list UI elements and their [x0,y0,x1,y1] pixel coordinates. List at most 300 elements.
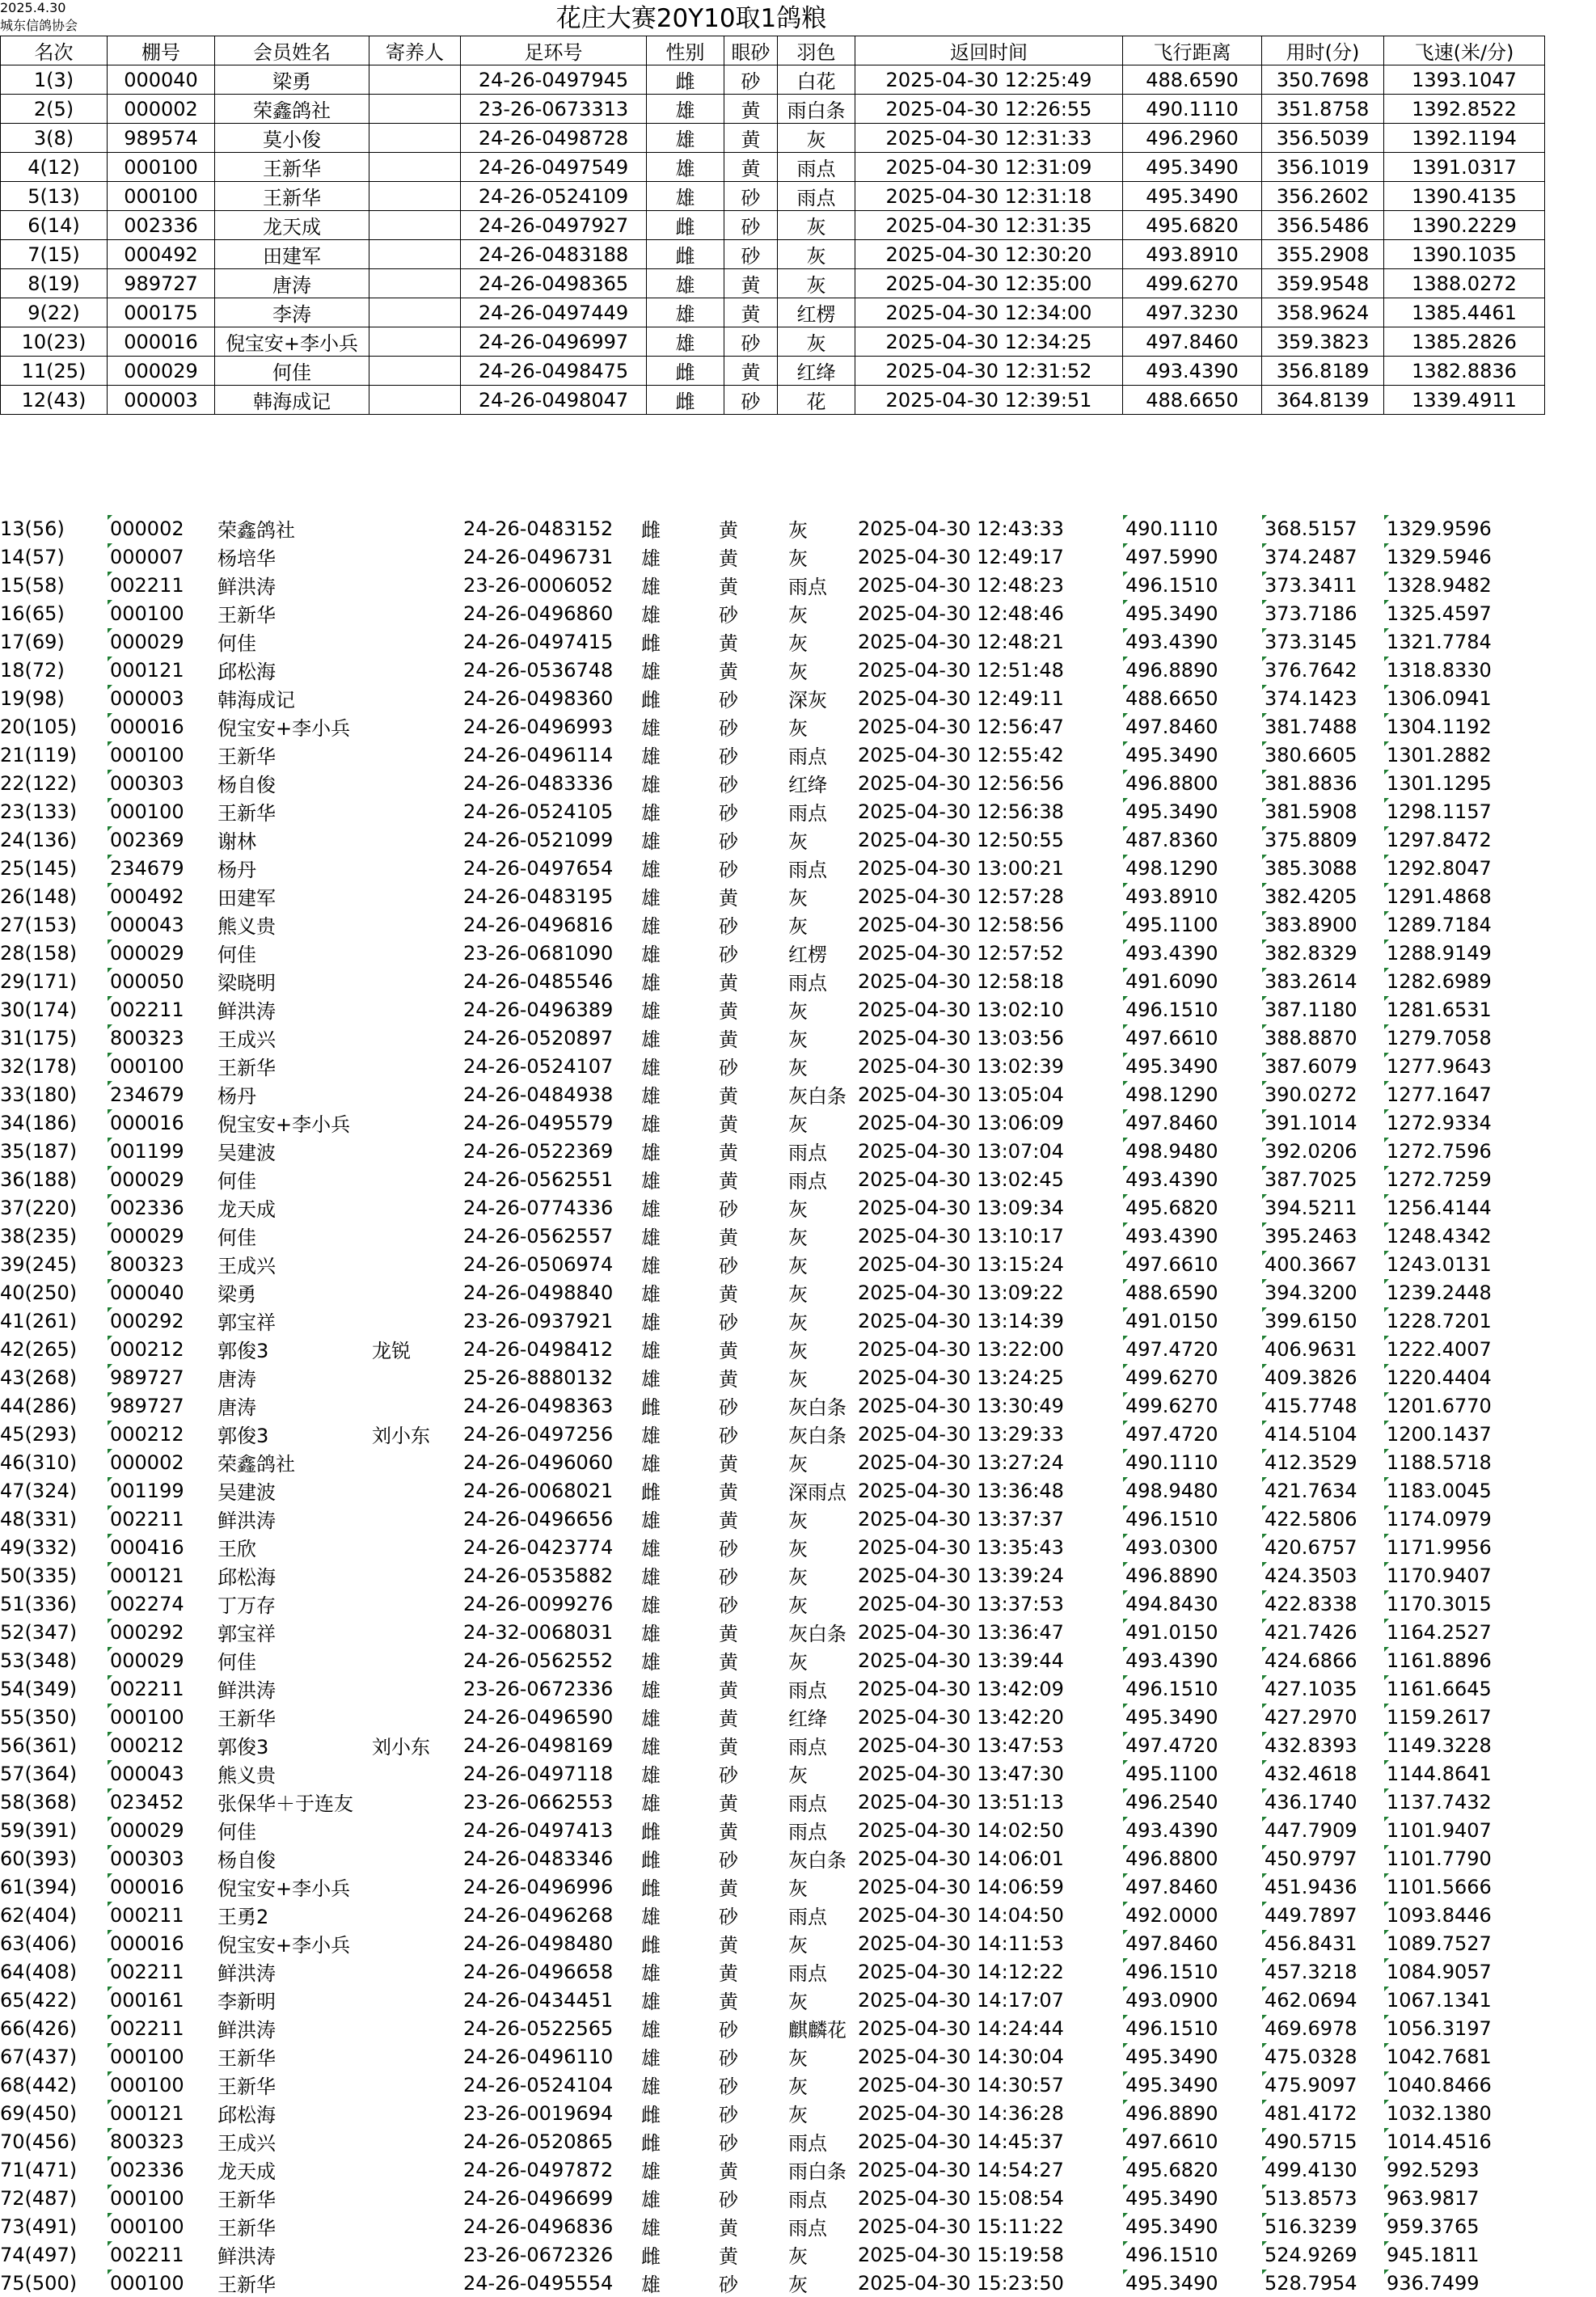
cell-eye-sand: 黄 [724,95,778,124]
cell-time-used: 356.5486 [1262,211,1384,240]
cell-feather-color: 灰 [788,2274,808,2296]
cell-foster [369,1788,460,1816]
cell-loft-id: 000100 [107,2071,214,2099]
cell-member-name: 王勇2 [217,1906,269,1928]
cell-member-name: 王新华 [215,182,369,211]
cell-feather-color: 白花 [778,65,855,95]
cell-rank: 3(8) [1,124,108,153]
cell-flight-distance: 488.6590 [1123,65,1262,95]
table-row [1,357,1545,386]
cell-loft-id: 000016 [108,327,215,357]
cell-rank: 60(393) [0,1847,78,1870]
cell-flight-distance: 496.2540 [1122,1788,1261,1816]
cell-return-time: 2025-04-30 13:02:45 [858,1168,1064,1191]
cell-sex: 雄 [641,547,661,570]
cell-foster [369,599,460,627]
cell-ring-number: 24-26-0423774 [463,1535,614,1559]
header-ring-number: 足环号 [461,36,647,65]
cell-ring-number: 24-26-0524104 [463,2073,614,2096]
cell-sex: 雄 [641,1991,661,2013]
cell-ring-number: 24-26-0496699 [463,2186,614,2210]
cell-ring-number: 24-26-0498360 [463,686,614,710]
cell-time-used: 475.9097 [1261,2071,1383,2099]
cell-return-time: 2025-04-30 13:02:10 [858,998,1064,1021]
cell-flight-distance: 491.0150 [1122,1307,1261,1335]
cell-flight-distance: 497.6610 [1122,1250,1261,1278]
cell-time-used: 392.0206 [1261,1137,1383,1165]
cell-eye-sand: 黄 [719,1962,738,1985]
cell-return-time: 2025-04-30 13:02:39 [858,1054,1064,1078]
cell-rank: 62(404) [0,1903,78,1927]
cell-loft-id: 000121 [107,2099,214,2127]
cell-eye-sand: 黄 [719,2160,738,2183]
cell-sex: 雄 [647,327,724,357]
results-table-bottom [0,514,1544,2297]
cell-member-name: 王新华 [217,802,276,825]
cell-return-time: 2025-04-30 12:56:38 [858,800,1064,823]
cell-time-used: 374.2487 [1261,543,1383,571]
cell-feather-color: 雨白条 [788,2160,847,2183]
cell-ring-number: 24-26-0521099 [463,828,614,851]
cell-foster [369,769,460,797]
cell-time-used: 469.6978 [1261,2014,1383,2042]
cell-foster [369,2099,460,2127]
cell-time-used: 380.6605 [1261,741,1383,769]
cell-ring-number: 24-26-0562552 [463,1649,614,1672]
cell-member-name: 杨自俊 [217,1849,276,1872]
cell-return-time: 2025-04-30 15:19:58 [858,2243,1064,2266]
cell-flight-distance: 498.1290 [1122,854,1261,882]
cell-ring-number: 24-26-0496658 [463,1960,614,1983]
table-row [0,825,1544,854]
cell-feather-color: 雨点 [778,182,855,211]
cell-eye-sand: 黄 [719,887,738,910]
cell-speed: 1289.7184 [1383,910,1544,939]
table-row [0,2127,1544,2156]
cell-loft-id: 002274 [107,1590,214,1618]
cell-feather-color: 雨点 [788,1792,827,1815]
cell-member-name: 吴建波 [217,1481,276,1504]
cell-foster [369,1307,460,1335]
cell-return-time: 2025-04-30 12:58:18 [858,969,1064,993]
cell-loft-id: 000029 [108,357,215,386]
cell-rank: 7(15) [1,240,108,269]
cell-feather-color: 灰 [788,1594,808,1617]
cell-return-time: 2025-04-30 13:36:47 [858,1620,1064,1644]
table-row [0,1844,1544,1873]
cell-feather-color: 红楞 [778,298,855,327]
cell-feather-color: 灰 [788,1028,808,1051]
cell-time-used: 373.3145 [1261,627,1383,656]
cell-feather-color: 灰 [788,1453,808,1476]
cell-feather-color: 灰白条 [788,1623,847,1645]
cell-loft-id: 000303 [107,1844,214,1873]
cell-loft-id: 000003 [108,386,215,415]
cell-rank: 74(497) [0,2243,78,2266]
cell-foster [369,1816,460,1844]
cell-foster [369,1561,460,1590]
cell-flight-distance: 492.0000 [1122,1901,1261,1929]
cell-foster: 龙锐 [372,1340,411,1362]
cell-flight-distance: 498.9480 [1122,1476,1261,1505]
cell-eye-sand: 黄 [719,1340,738,1362]
cell-time-used: 356.5039 [1262,124,1384,153]
cell-rank: 28(158) [0,941,78,965]
table-row [0,769,1544,797]
cell-sex: 雄 [641,576,661,598]
cell-member-name: 张保华＋于连友 [217,1792,353,1815]
cell-return-time: 2025-04-30 13:42:09 [858,1677,1064,1700]
cell-foster [369,95,461,124]
cell-ring-number: 23-26-0681090 [463,941,614,965]
cell-return-time: 2025-04-30 15:08:54 [858,2186,1064,2210]
table-row [0,1391,1544,1420]
cell-foster [369,712,460,741]
cell-speed: 1161.8896 [1383,1646,1544,1674]
cell-ring-number: 24-26-0498840 [463,1281,614,1304]
cell-time-used: 420.6757 [1261,1533,1383,1561]
cell-speed: 1329.5946 [1383,543,1544,571]
cell-feather-color: 深灰 [788,689,827,711]
cell-loft-id: 000100 [107,1703,214,1731]
cell-eye-sand: 砂 [719,1566,738,1589]
cell-return-time: 2025-04-30 13:36:48 [858,1479,1064,1502]
cell-member-name: 唐涛 [217,1368,256,1391]
cell-loft-id: 000007 [107,543,214,571]
cell-time-used: 457.3218 [1261,1957,1383,1986]
cell-loft-id: 000040 [107,1278,214,1307]
note-organization: 城东信鸽协会 [0,18,78,33]
cell-loft-id: 002211 [107,571,214,599]
cell-feather-color: 灰 [778,269,855,298]
cell-eye-sand: 黄 [719,1991,738,2013]
cell-member-name: 荣鑫鸽社 [215,95,369,124]
cell-time-used: 374.1423 [1261,684,1383,712]
cell-eye-sand: 砂 [719,2075,738,2098]
table-row [1,65,1545,95]
table-row [1,95,1545,124]
cell-feather-color: 灰 [788,2075,808,2098]
cell-flight-distance: 493.4390 [1122,1646,1261,1674]
cell-eye-sand: 砂 [719,1425,738,1447]
cell-flight-distance: 493.0900 [1122,1986,1261,2014]
cell-time-used: 449.7897 [1261,1901,1383,1929]
cell-foster: 刘小东 [372,1736,430,1759]
cell-foster [369,211,461,240]
cell-member-name: 荣鑫鸽社 [217,1453,295,1476]
cell-eye-sand: 黄 [719,1085,738,1108]
cell-feather-color: 灰 [788,2104,808,2126]
cell-sex: 雄 [641,1311,661,1334]
cell-speed: 1277.1647 [1383,1080,1544,1108]
cell-sex: 雄 [641,1566,661,1589]
cell-eye-sand: 黄 [719,1651,738,1674]
cell-member-name: 熊义贵 [217,915,276,938]
cell-feather-color: 雨点 [788,2132,827,2155]
cell-ring-number: 24-26-0562557 [463,1224,614,1248]
table-row [1,153,1545,182]
cell-member-name: 龙天成 [215,211,369,240]
cell-member-name: 倪宝安+李小兵 [217,1877,351,1900]
cell-member-name: 王欣 [217,1538,256,1560]
cell-speed: 1089.7527 [1383,1929,1544,1957]
cell-sex: 雄 [641,1708,661,1730]
table-row [1,240,1545,269]
cell-time-used: 356.8189 [1262,357,1384,386]
cell-return-time: 2025-04-30 14:04:50 [858,1903,1064,1927]
header-feather-color: 羽色 [778,36,855,65]
cell-member-name: 王成兴 [217,2132,276,2155]
table-row [0,1873,1544,1901]
cell-loft-id: 234679 [107,1080,214,1108]
cell-loft-id: 000292 [107,1618,214,1646]
cell-speed: 936.7499 [1383,2269,1544,2297]
cell-ring-number: 24-26-0496656 [463,1507,614,1531]
cell-rank: 5(13) [1,182,108,211]
cell-feather-color: 雨点 [788,1679,827,1702]
cell-eye-sand: 砂 [719,2274,738,2296]
cell-return-time: 2025-04-30 12:58:56 [858,913,1064,936]
cell-foster [369,967,460,995]
table-row [0,1335,1544,1363]
table-row [0,712,1544,741]
cell-ring-number: 24-26-0483195 [463,885,614,908]
cell-feather-color: 灰 [788,1934,808,1957]
cell-rank: 43(268) [0,1366,78,1389]
cell-loft-id: 000100 [107,797,214,825]
table-row [0,2156,1544,2184]
cell-return-time: 2025-04-30 13:07:04 [858,1139,1064,1163]
cell-sex: 雄 [641,859,661,881]
cell-time-used: 513.8573 [1261,2184,1383,2212]
cell-time-used: 390.0272 [1261,1080,1383,1108]
cell-ring-number: 24-26-0496590 [463,1705,614,1729]
cell-eye-sand: 砂 [719,745,738,768]
cell-foster [369,995,460,1024]
cell-foster [369,269,461,298]
cell-feather-color: 红绛 [788,1708,827,1730]
cell-sex: 雄 [641,1764,661,1787]
cell-ring-number: 24-26-0498169 [463,1733,614,1757]
cell-sex: 雄 [641,2160,661,2183]
table-row [0,1278,1544,1307]
cell-sex: 雄 [641,1142,661,1164]
cell-rank: 69(450) [0,2101,78,2125]
cell-flight-distance: 495.6820 [1123,211,1262,240]
cell-rank: 25(145) [0,856,78,880]
cell-foster [369,2212,460,2240]
cell-speed: 1174.0979 [1383,1505,1544,1533]
cell-feather-color: 灰 [778,211,855,240]
cell-time-used: 387.6079 [1261,1052,1383,1080]
cell-return-time: 2025-04-30 12:39:51 [855,386,1123,415]
cell-feather-color: 灰 [778,124,855,153]
cell-eye-sand: 砂 [719,2047,738,2070]
cell-sex: 雄 [641,1962,661,1985]
cell-loft-id: 000303 [107,769,214,797]
cell-eye-sand: 黄 [719,2245,738,2268]
cell-member-name: 梁勇 [215,65,369,95]
cell-sex: 雄 [641,2189,661,2211]
cell-return-time: 2025-04-30 14:06:01 [858,1847,1064,1870]
cell-member-name: 王新华 [217,604,276,627]
cell-time-used: 394.3200 [1261,1278,1383,1307]
cell-speed: 1101.7790 [1383,1844,1544,1873]
cell-speed: 1220.4404 [1383,1363,1544,1391]
cell-member-name: 田建军 [217,887,276,910]
cell-speed: 1243.0131 [1383,1250,1544,1278]
cell-rank: 65(422) [0,1988,78,2012]
cell-loft-id: 000029 [107,1165,214,1193]
cell-loft-id: 800323 [107,1250,214,1278]
cell-flight-distance: 493.4390 [1122,1816,1261,1844]
cell-feather-color: 雨点 [788,1170,827,1193]
cell-ring-number: 24-26-0483188 [461,240,647,269]
cell-speed: 1171.9956 [1383,1533,1544,1561]
cell-eye-sand: 黄 [724,357,778,386]
cell-return-time: 2025-04-30 13:47:30 [858,1762,1064,1785]
cell-eye-sand: 砂 [719,1198,738,1221]
cell-foster [369,2240,460,2269]
cell-foster [369,1759,460,1788]
cell-rank: 61(394) [0,1875,78,1898]
cell-eye-sand: 砂 [719,1594,738,1617]
cell-feather-color: 灰 [788,604,808,627]
cell-speed: 1390.2229 [1384,211,1545,240]
cell-loft-id: 000100 [107,741,214,769]
cell-sex: 雄 [647,182,724,211]
cell-member-name: 郭俊3 [217,1736,269,1759]
table-row [1,386,1545,415]
cell-member-name: 何佳 [217,1227,256,1249]
cell-loft-id: 989727 [107,1391,214,1420]
cell-feather-color: 雨点 [788,1736,827,1759]
cell-speed: 1298.1157 [1383,797,1544,825]
cell-member-name: 鲜洪涛 [217,576,276,598]
cell-ring-number: 24-26-0495579 [463,1111,614,1134]
cell-flight-distance: 495.3490 [1122,2071,1261,2099]
cell-feather-color: 灰 [788,661,808,683]
cell-feather-color: 灰 [788,1227,808,1249]
cell-speed: 1042.7681 [1383,2042,1544,2071]
cell-rank: 17(69) [0,630,65,653]
cell-eye-sand: 砂 [719,2189,738,2211]
cell-eye-sand: 黄 [719,1368,738,1391]
cell-eye-sand: 砂 [724,211,778,240]
cell-speed: 1292.8047 [1383,854,1544,882]
cell-flight-distance: 496.8800 [1122,769,1261,797]
cell-sex: 雄 [641,1170,661,1193]
cell-rank: 23(133) [0,800,78,823]
cell-flight-distance: 488.6590 [1122,1278,1261,1307]
table-row [0,2240,1544,2269]
cell-return-time: 2025-04-30 14:24:44 [858,2016,1064,2040]
cell-feather-color: 麒麟花 [788,2019,847,2042]
cell-eye-sand: 黄 [719,1453,738,1476]
cell-eye-sand: 黄 [724,124,778,153]
cell-flight-distance: 497.3230 [1123,298,1262,327]
cell-loft-id: 989727 [107,1363,214,1391]
cell-sex: 雌 [647,65,724,95]
cell-speed: 1040.8466 [1383,2071,1544,2099]
cell-time-used: 388.8870 [1261,1024,1383,1052]
cell-rank: 50(335) [0,1564,78,1587]
cell-speed: 1385.4461 [1384,298,1545,327]
cell-return-time: 2025-04-30 13:51:13 [858,1790,1064,1814]
cell-speed: 1144.8641 [1383,1759,1544,1788]
cell-rank: 73(491) [0,2215,78,2238]
cell-return-time: 2025-04-30 13:06:09 [858,1111,1064,1134]
cell-speed: 1297.8472 [1383,825,1544,854]
cell-loft-id: 000002 [108,95,215,124]
cell-eye-sand: 砂 [724,65,778,95]
table-row [0,543,1544,571]
cell-rank: 36(188) [0,1168,78,1191]
cell-sex: 雄 [641,1679,661,1702]
cell-eye-sand: 黄 [719,576,738,598]
cell-time-used: 391.1014 [1261,1108,1383,1137]
cell-rank: 58(368) [0,1790,78,1814]
cell-flight-distance: 496.8890 [1122,1561,1261,1590]
cell-feather-color: 灰 [788,1113,808,1136]
cell-eye-sand: 砂 [719,1849,738,1872]
cell-eye-sand: 黄 [719,519,738,542]
cell-time-used: 359.9548 [1262,269,1384,298]
cell-rank: 24(136) [0,828,78,851]
cell-sex: 雄 [641,2217,661,2240]
cell-sex: 雄 [647,95,724,124]
cell-flight-distance: 487.8360 [1122,825,1261,854]
cell-rank: 9(22) [1,298,108,327]
cell-eye-sand: 砂 [719,830,738,853]
cell-foster [369,1646,460,1674]
cell-sex: 雄 [647,153,724,182]
cell-loft-id: 002211 [107,995,214,1024]
cell-member-name: 王新华 [217,2217,276,2240]
cell-speed: 1032.1380 [1383,2099,1544,2127]
cell-loft-id: 000292 [107,1307,214,1335]
cell-ring-number: 24-26-0524105 [463,800,614,823]
cell-ring-number: 24-26-0774336 [463,1196,614,1219]
cell-speed: 1170.9407 [1383,1561,1544,1590]
cell-flight-distance: 493.4390 [1122,627,1261,656]
cell-eye-sand: 黄 [719,632,738,655]
page-title: 花庄大赛20Y10取1鸽粮 [555,4,827,33]
table-row [0,1250,1544,1278]
cell-ring-number: 24-26-0562551 [463,1168,614,1191]
cell-feather-color: 灰 [788,830,808,853]
cell-member-name: 倪宝安+李小兵 [217,1113,351,1136]
cell-time-used: 432.8393 [1261,1731,1383,1759]
cell-speed: 945.1811 [1383,2240,1544,2269]
cell-speed: 992.5293 [1383,2156,1544,2184]
cell-member-name: 何佳 [217,632,256,655]
cell-foster [369,298,461,327]
cell-time-used: 355.2908 [1262,240,1384,269]
cell-foster [369,1108,460,1137]
cell-return-time: 2025-04-30 12:31:52 [855,357,1123,386]
cell-rank: 59(391) [0,1818,78,1842]
cell-time-used: 427.2970 [1261,1703,1383,1731]
cell-flight-distance: 493.8910 [1123,240,1262,269]
cell-ring-number: 24-26-0497549 [461,153,647,182]
cell-return-time: 2025-04-30 14:30:57 [858,2073,1064,2096]
cell-return-time: 2025-04-30 12:26:55 [855,95,1123,124]
cell-eye-sand: 黄 [719,1708,738,1730]
cell-foster [369,1505,460,1533]
cell-feather-color: 红楞 [788,944,827,966]
cell-rank: 29(171) [0,969,78,993]
